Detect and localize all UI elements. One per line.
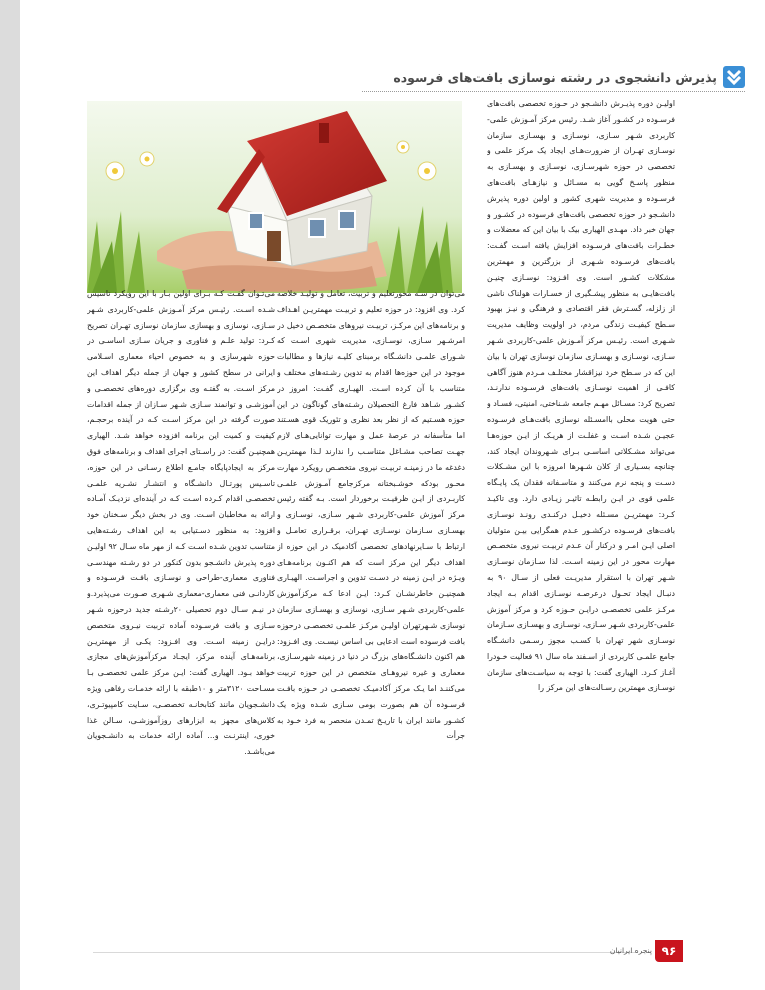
article-column-middle xyxy=(277,286,465,936)
house-in-hands-photo xyxy=(87,101,462,293)
article-title: پذیرش دانشجوی در رشته نوسازی بافت‌های فرسوده xyxy=(393,69,717,85)
article-text-right: اولیـن دوره پذیـرش دانشـجو در حـوزه تخصصی بافت‌های فرسـوده در کشـور آغاز شـد. رئیس مرکز آمـوزش علمی-کاربردی شـهر سـازی، نوسـازی و بهسـازی سازمان نوسـازی تهـران از ضرورت‌هـای ایجاد یک مرکز علمی و تخصصی در حوزه شهرسـازی، نوسـازی و بهسـازی به منظور پاسـخ گویی به مسـائل و نیازهـای بافت‌های فرسـوده و مدیریت شهری کشور و اولین دوره پذیرش دانشـجو در حوزه تخصصی بافت‌های فرسوده در کشـور و جهان خبر داد. مهـدی الهیاری بیک با بیان این که معضلات و خطـرات بافت‌های فرسـوده افزایش یافته اسـت گفـت: بافت‌های فرسـوده شـهری از بزرگترین و مهمترین مشکلات کشـور است. وی افـزود: نوسـازی چنیـن بافت‌هایـی به منظور پیشـگیری از خسـارات هولناک ناشی از زلزله، گسـترش فقر اقتصادی و فرهنگی و نیـز بهبود سـطح کیفیـت زندگی مردم، در اولویت وظایف مدیریت شـهری است. رئیـس مرکز آمـوزش علمی-کاربردی شـهر سـازی، نوسـازی و بهسـازی سازمان نوسازی تهران با بیان این که در سـطح خرد نیزاقشار مختلـف مـردم هنوز آگاهی کافـی از اهمیت نوسـازی بافت‌های فرسـوده ندارنـد، تصریح کرد: مسـائل مهـم جامعه شـناختی، امنیتی، فسـاد و حتی هویت محلی باامسـئله نوسازی بافت‌هـای فرسـوده عجیـن شـده اسـت و غفلـت از هریـک از ایـن حوزه‌هـا می‌تواند مشـکلاتی اساسـی بـرای شـهروندان ایجاد کند، چنانچه بسـیاری از کلان شـهرها امروزه با این مشـکلات دسـت و پنجه نرم می‌کنند و متاسـفانه فقدان یک پایـگاه علمی قوی در ایـن رابطـه تاثیـر زیـادی دارد. وی تاکیـد کـرد: مهمتریـن مسـئله دخیـل درکنـدی رونـد نوسـازی بافت‌های فرسـوده درکشـور عـدم همگرایی بیـن متولیان اصلی ایـن امـر و درکنار آن عـدم تربیـت نیروی متخصـص مهارت محور در این زمینه اسـت. لذا سـازمان نوسـازی شـهر تهران با استقرار مدیریـت فعلی از سـال ۹۰ به دنبـال ایجاد تحـول درعرصـه نوسـازی اقدام بـه ایجاد مرکـز علمی تخصصـی درایـن حـوزه کرد و مرکز آموزش علمی-کاربردی شـهر سـازی، نوسـازی و بهسـازی سـازمان نوسـازی شهر تهران با کسـب مجوز رسـمی دانشـگاه جامع علمـی کاربردی از اسـفند ماه سال ۹۱ فعالیت خـودرا آغـاز کـرد. الهیاری گفت: با توجه به سیاسـت‌های سازمان نوسـازی مهمترین رسـالت‌های این مرکز را xyxy=(487,99,675,693)
article-header xyxy=(362,64,745,90)
page-gutter xyxy=(0,0,20,990)
page-number: ۹۶ xyxy=(655,940,683,962)
article-text-middle: می‌توان در سـه محورتعلیم و تربیت، تعامل و تولیـد خلاصه کرد. وی افزود: در حوزه تعلیم و تربیـت مهمتریـن اهـداف و برنامه‌های این مرکـز، تربیـت نیروهای متخصـص دخیل در امرشـهر سـازی، نوسـازی، مدیریت شهری اسـت که شـورای علمـی دانشـگاه برمبنای کلیـه نیازها و مطالبات موجود در این حوزه‌ها اقدام به تدوین رشـته‌های مختلف و متناسب با آن کرده اسـت. الهیـاری گفـت: امروز در کشـور شـاهد فارغ التحصیلان رشـته‌های گوناگون در این حوزه هسـتیم که از نظر بعد نظری و تئوریک قوی هسـتند اما متأسفانه در عرصۀ عمل و مهارت توانایی‌هـای لازم جهـت تصاحب مشـاغل متناسـب را ندارند لـذا مهمتریـن دغدغه ما در زمینـه تربیـت نیروی متخصـص رویکرد مهارت محـور بودکه خوشـبختانه مرکزجامع آمـوزش علمـی کاربـردی از ایـن ظرفیـت برخوردار است. بـه گفته رئیس مرکز آموزش علمی-کاربردی شـهر سـازی، نوسـازی و بهسـازی سـازمان نوسـازی تهـران، برقـراری تعامـل و ارتباط با سـایرنهادهای تخصصی آکادمیک در این حوزه از اهداف دیگر این مرکز است که هم اکنـون برنامه‌هـای ویـژه در ایـن زمینه در دسـت تدوین و اجراسـت. الهیـاری همچنیـن خاطرنشـان کـرد: ایـن ادعا کـه مرکزآموزش علمی-کاربردی شـهر سـازی، نوسازی و بهسـازی سازمان نوسازی شـهرتهران اولیـن مرکـز علمـی تخصصـی درحوزه بافت فرسوده است ادعایی بی اساس نیسـت. وی افـزود: هم اکنون دانشـگاه‌های بزرگ در دنیا در زمینه شهرسـازی، معماری و غیره نیروهـای متخصص در این حوزه تربیت می‌کننـد اما یـک مرکز آکادمیـک تخصصـی در حـوزه بافـت فرسـوده آن هم بصورت بومی سـازی شـده ویژه یک کشـور مانند ایران با تاریـخ تمـدن منحصر به فرد خـود به جرأت xyxy=(277,289,465,741)
article-text-left: می‌تـوان گفـت کـه بـرای اولین بـار با این رویکرد تاسیس شـده اسـت. رئیـس مرکز آمـوزش علمی-کاربردی شـهر سـازی، نوسازی و بهسازی سازمان نوسازی تهـران تصریح کـرد: تولید علـم و فناوری و جریان سـازی اساسـی در حوزه شهرسازی و به خصوص احیاء معماری اسـلامی ایرانی در سطح کشور و جهان از جمله دیگر اهداف این مرکز اسـت. به گفتـه وی برگزاری دوره‌های تخصصـی و آموزشـی و توانمند سـازی شـهر سـازان از جمله اقدامات صورت گرفته در این مرکز اسـت کـه در آینده برحجـم، کیفیت و کمیت این برنامه افزوده خواهد شـد. الهیاری همچنیـن گفت: در راسـتای اجرای اهداف و برنامه‌های فوق مرکز به ایجادپایگاه جامـع اطلاع رسـانی در این حوزه، تاسـیس پورتـال دانشـگاه و انتشـار نشـریه علمـی تخصصـی اقدام کـرده اسـت کـه در آینده‌ای نزدیـک آمـاده ارائه به مخاطبان اسـت. وی در بخش دیگر سـخنان خود افزود: به منظور دسـتیابی به این اهداف رشـته‌هایی متناسب تدوین شـده اسـت کـه از مهر ماه سـال ۹۲ اولیـن دوره پذیرش دانشـجو بدون کنکور در دو رشـته مهندسـی فناوری معماری-طراحی و نوسـازی بافـت فرسـوده و کاردانـی فنی معماری-معماری شـهری صـورت می‌پذیرد.و در نیـم سـال دوم تحصیلی ۲۰رشـته جدید درحوزه شـهر سـازی و بافت فرسـوده آماده تربیت نیـروی متخصص درایـن زمینه اسـت. وی افـزود: یکـی از مهمتریـن برنامه‌هـای آینده مرکز، ایجـاد مرکزآموزش‌های مجازی خواهد بـود. الهیاری گفت: ایـن مرکز علمی تخصصـی بـا مسـاحت ۳۱۲۰متر و ۱۰طبقه با ارائه خدمـات رفاهی ویژه دانشـجویان مانند کتابخانـه تخصصـی، سـایت کامپیوتـری، کلاس‌های مجهز به ابزارهای روزآموزشـی، سـالن غذا خوری، اینترنـت و... آماده ارائه خدمات به دانشـجویان می‌باشـد. xyxy=(87,289,275,757)
chevron-down-double-icon xyxy=(723,66,745,88)
title-divider xyxy=(362,91,745,92)
magazine-name: پنجره ایرانیان xyxy=(609,946,652,955)
footer-divider xyxy=(93,952,638,953)
article-column-right xyxy=(487,96,675,936)
article-column-left xyxy=(87,286,275,936)
